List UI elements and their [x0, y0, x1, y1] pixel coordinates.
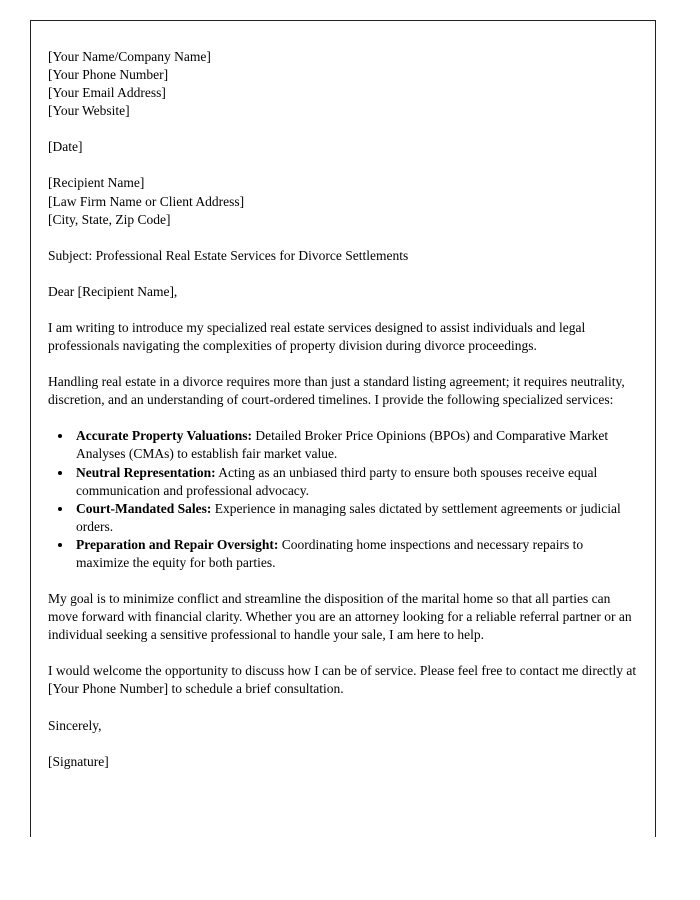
list-item — [73, 427, 638, 463]
intro-paragraph: I am writing to introduce my specialized real estate services designed to assist individuals and legal professionals navigating the complexities of property division during divorce proceedings. — [48, 319, 586, 354]
letter-content — [31, 21, 655, 771]
bullet-lead: Neutral Representation: — [76, 464, 216, 480]
sender-name-line: [Your Name/Company Name] — [48, 49, 211, 64]
bullet-text: Acting as an unbiased third party to ensure both spouses receive equal communication and professional advocacy. — [76, 464, 598, 498]
recipient-name-line: [Recipient Name] — [48, 175, 145, 191]
subject-line: Subject: Professional Real Estate Services for Divorce Settlements — [48, 247, 409, 263]
sender-phone-line: [Your Phone Number] — [48, 67, 169, 83]
recipient-city-line: [City, State, Zip Code] — [48, 211, 171, 227]
bullet-lead: Preparation and Repair Oversight: — [76, 536, 279, 552]
recipient-block — [48, 174, 638, 228]
bullet-text: Coordinating home inspections and necessary repairs to maximize the equity for both parties. — [76, 536, 584, 570]
recipient-address-line: [Law Firm Name or Client Address] — [48, 193, 245, 209]
valediction: Sincerely, — [48, 717, 102, 733]
bullet-lead: Court-Mandated Sales: — [76, 500, 212, 516]
services-intro-paragraph: Handling real estate in a divorce requires more than just a standard listing agreement; it requires neutrality, discretion, and an understanding of court-ordered timelines. I provide the following specialized services: — [48, 374, 625, 408]
salutation: Dear [Recipient Name], — [48, 283, 178, 299]
goal-paragraph: My goal is to minimize conflict and streamline the disposition of the marital home so that all parties can move forward with financial clarity. Whether you are an attorney looking for a reliable referral partner or an individual seeking a sensitive professional to handle your sale, I am here to help. — [48, 591, 632, 643]
bullet-text: Experience in managing sales dictated by settlement agreements or judicial orders. — [76, 500, 621, 534]
list-item — [73, 500, 638, 536]
sender-block — [48, 48, 638, 120]
call-to-action-paragraph: I would welcome the opportunity to discuss how I can be of service. Please feel free to contact me directly at [Your Phone Number] to schedule a brief consultation. — [48, 663, 637, 697]
sender-email-line: [Your Email Address] — [48, 85, 166, 101]
sender-website-line: [Your Website] — [48, 103, 130, 119]
bullet-text: Detailed Broker Price Opinions (BPOs) and Comparative Market Analyses (CMAs) to establish fair market value. — [76, 428, 609, 462]
list-item — [73, 464, 638, 500]
signature-placeholder: [Signature] — [48, 753, 109, 769]
bullet-lead: Accurate Property Valuations: — [76, 428, 252, 444]
list-item — [73, 536, 638, 572]
services-list — [48, 427, 638, 572]
date-line: [Date] — [48, 139, 83, 155]
letter-document — [30, 20, 656, 837]
